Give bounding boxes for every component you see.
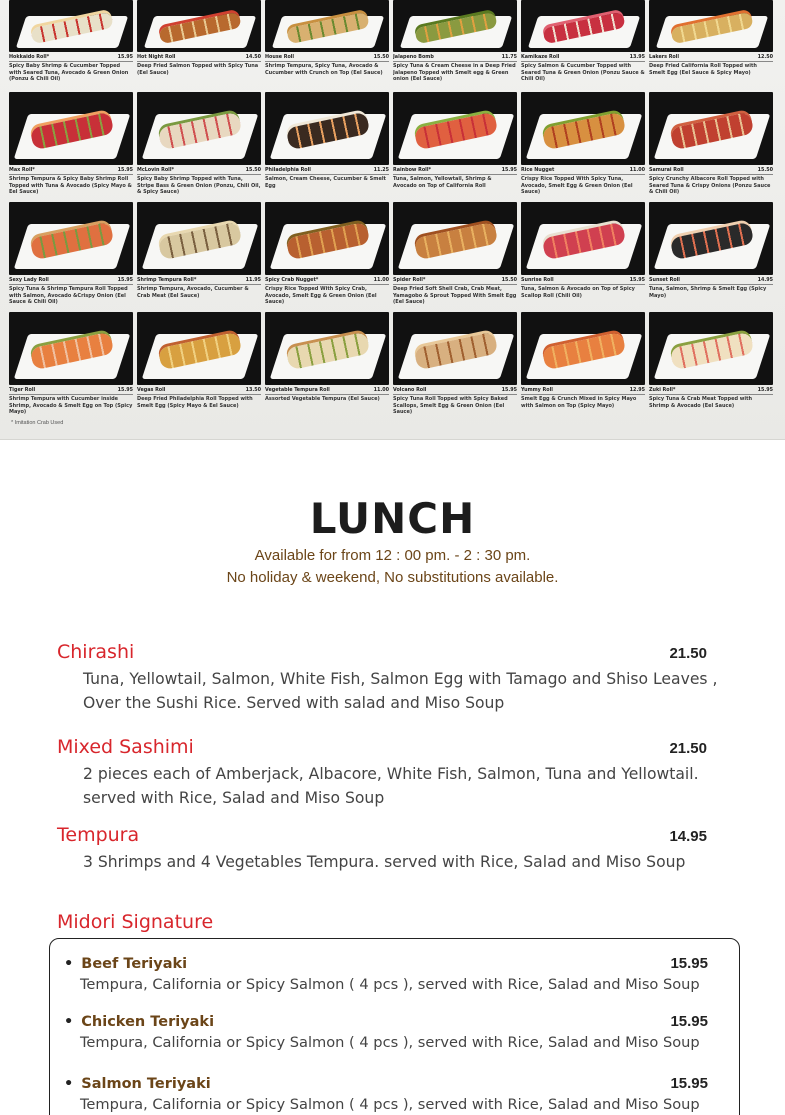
lunch-title: LUNCH	[309, 494, 476, 543]
item-name: • Beef Teriyaki	[64, 956, 187, 972]
roll-description: Spicy Salmon & Cucumber Topped with Seared Tuna & Green Onion (Ponzu Sauce & Chili Oil)	[521, 63, 645, 83]
roll-description: Deep Fried Salmon Topped with Spicy Tuna (Eel Sauce)	[137, 63, 259, 76]
roll-description: Spicy Crunchy Albacore Roll Topped with Seared Tuna & Crispy Onions (Ponzu Sauce & Chili Oil)	[649, 176, 771, 196]
roll-card	[265, 0, 389, 88]
roll-price: 15.95	[501, 167, 517, 173]
roll-name: Lakers Roll	[649, 54, 680, 60]
roll-price: 11.00	[373, 387, 389, 393]
roll-photo	[265, 0, 389, 52]
roll-photo	[521, 0, 645, 52]
roll-name: Rice Nugget	[521, 167, 555, 173]
roll-photo	[265, 202, 389, 275]
roll-price: 11.00	[629, 167, 645, 173]
roll-price: 13.95	[629, 54, 645, 60]
roll-name: Sunset Roll	[649, 277, 680, 283]
roll-card	[649, 312, 773, 418]
item-price: 21.50	[669, 645, 707, 662]
imitation-crab-note: * Imitation Crab Used	[11, 420, 64, 426]
roll-card	[393, 202, 517, 308]
roll-name: Hokkaido Roll*	[9, 54, 50, 60]
roll-price: 13.50	[245, 387, 261, 393]
roll-description: Crispy Rice Topped With Spicy Crab, Avocado, Smelt Egg & Green Onion (Eel Sauce)	[265, 286, 377, 306]
roll-photo	[9, 0, 133, 52]
signature-item-beef-teriyaki	[64, 955, 724, 993]
item-description: Tempura, California or Spicy Salmon ( 4 pcs ), served with Rice, Salad and Miso Soup	[80, 976, 700, 993]
roll-photo	[649, 312, 773, 385]
roll-description: Tuna, Salmon & Avocado on Top of Spicy Scallop Roll (Chili Oil)	[521, 286, 635, 299]
roll-card	[137, 92, 261, 198]
roll-card	[137, 0, 261, 88]
roll-photo	[137, 202, 261, 275]
roll-name: Samurai Roll	[649, 167, 684, 173]
item-price: 15.95	[670, 955, 708, 972]
roll-price: 15.50	[501, 277, 517, 283]
roll-description: Deep Fried Philadelphia Roll Topped with Smelt Egg (Spicy Mayo & Eel Sauce)	[137, 396, 253, 409]
roll-card	[9, 202, 133, 308]
roll-photo	[393, 202, 517, 275]
roll-description: Shrimp Tempura, Avocado, Cucumber & Crab Meat (Eel Sauce)	[137, 286, 249, 299]
roll-photo	[137, 92, 261, 165]
item-description: 2 pieces each of Amberjack, Albacore, White Fish, Salmon, Tuna and Yellowtail. served with Rice, Salad and Miso Soup	[83, 765, 699, 807]
lunch-hours: Available for from 12 : 00 pm. - 2 : 30 pm.	[254, 547, 531, 564]
item-description: Tuna, Yellowtail, Salmon, White Fish, Salmon Egg with Tamago and Shiso Leaves , Over the Sushi Rice. Served with salad and Miso Soup	[83, 670, 718, 712]
item-price: 14.95	[669, 828, 707, 845]
item-price: 15.95	[670, 1013, 708, 1030]
roll-name: Spider Roll*	[393, 277, 426, 283]
roll-description: Spicy Tuna Roll Topped with Spicy Baked Scallops, Smelt Egg & Green Onion (Eel Sauce)	[393, 396, 508, 416]
roll-photo	[649, 202, 773, 275]
roll-price: 15.50	[373, 54, 389, 60]
roll-description: Spicy Tuna & Crab Meat Topped with Shrimp & Avocado (Eel Sauce)	[649, 396, 753, 409]
roll-price: 15.95	[117, 277, 133, 283]
roll-description: Assorted Vegetable Tempura (Eel Sauce)	[265, 396, 380, 402]
roll-name: Tiger Roll	[9, 387, 36, 393]
roll-card	[649, 92, 773, 198]
roll-name: Sexy Lady Roll	[9, 277, 49, 283]
roll-price: 15.95	[501, 387, 517, 393]
roll-card	[521, 92, 645, 198]
roll-price: 14.95	[757, 277, 773, 283]
lunch-policy: No holiday & weekend, No substitutions available.	[226, 569, 559, 586]
roll-price: 11.95	[245, 277, 261, 283]
roll-name: Vegetable Tempura Roll	[265, 387, 330, 393]
roll-description: Shrimp Tempura with Cucumber inside Shrimp, Avocado & Smelt Egg on Top (Spicy Mayo)	[9, 396, 133, 416]
roll-name: Spicy Crab Nugget*	[265, 277, 319, 283]
item-name: • Chicken Teriyaki	[64, 1014, 214, 1030]
roll-description: Spicy Baby Shrimp Topped with Tuna, Stripe Bass & Green Onion (Ponzu, Chili Oil, & Spicy Sauce)	[137, 176, 261, 196]
roll-description: Smelt Egg & Crunch Mixed in Spicy Mayo with Salmon on Top (Spicy Mayo)	[521, 396, 637, 409]
item-price: 15.95	[670, 1075, 708, 1092]
roll-price: 15.95	[117, 167, 133, 173]
menu-item-chirashi	[57, 641, 737, 715]
roll-name: Shrimp Tempura Roll*	[137, 277, 197, 283]
roll-card	[393, 0, 517, 88]
roll-photo	[265, 92, 389, 165]
roll-card	[649, 202, 773, 308]
roll-card	[521, 202, 645, 308]
roll-photo	[521, 202, 645, 275]
roll-price: 12.50	[757, 54, 773, 60]
roll-card	[521, 312, 645, 418]
roll-price: 11.25	[373, 167, 389, 173]
roll-card	[265, 92, 389, 198]
roll-photo	[521, 312, 645, 385]
roll-description: Spicy Tuna & Cream Cheese in a Deep Fried Jalapeno Topped with Smelt egg & Green onion (Eel Sauce)	[393, 63, 516, 83]
item-name: • Salmon Teriyaki	[64, 1076, 211, 1092]
roll-photo	[137, 312, 261, 385]
roll-name: Philadelphia Roll	[265, 167, 311, 173]
roll-description: Spicy Tuna & Shrimp Tempura Roll Topped with Salmon, Avocado &Crispy Onion (Eel Sauce & Chili Oil)	[9, 286, 128, 306]
roll-price: 15.95	[757, 387, 773, 393]
roll-description: Deep Fried California Roll Topped with Smelt Egg (Eel Sauce & Spicy Mayo)	[649, 63, 757, 76]
roll-photo	[9, 202, 133, 275]
roll-name: Hot Night Roll	[137, 54, 176, 60]
item-description: Tempura, California or Spicy Salmon ( 4 pcs ), served with Rice, Salad and Miso Soup	[80, 1034, 700, 1051]
roll-name: Sunrise Roll	[521, 277, 554, 283]
item-description: 3 Shrimps and 4 Vegetables Tempura. served with Rice, Salad and Miso Soup	[83, 853, 686, 871]
roll-description: Shrimp Tempura, Spicy Tuna, Avocado & Cucumber with Crunch on Top (Eel Sauce)	[265, 63, 383, 76]
roll-description: Salmon, Cream Cheese, Cucumber & Smelt Egg	[265, 176, 386, 189]
roll-card	[393, 312, 517, 418]
roll-name: Zuki Roll*	[649, 387, 676, 393]
roll-photo	[393, 312, 517, 385]
roll-photo	[9, 312, 133, 385]
roll-photo	[137, 0, 261, 52]
signature-item-salmon-teriyaki	[64, 1075, 724, 1113]
roll-card	[9, 0, 133, 88]
roll-photo	[393, 0, 517, 52]
roll-name: House Roll	[265, 54, 295, 60]
item-description: Tempura, California or Spicy Salmon ( 4 pcs ), served with Rice, Salad and Miso Soup	[80, 1096, 700, 1113]
roll-name: Rainbow Roll*	[393, 167, 432, 173]
roll-description: Spicy Baby Shrimp & Cucumber Topped with Seared Tuna, Avocado & Green Onion (Ponzu & Chili Oil)	[9, 63, 129, 83]
roll-photo-panel	[0, 0, 785, 440]
roll-photo	[649, 0, 773, 52]
roll-price: 12.95	[629, 387, 645, 393]
roll-price: 15.95	[629, 277, 645, 283]
roll-photo	[521, 92, 645, 165]
roll-card	[521, 0, 645, 88]
roll-description: Tuna, Salmon, Yellowtail, Shrimp & Avocado on Top of California Roll	[393, 176, 492, 189]
roll-card	[137, 202, 261, 308]
roll-photo	[9, 92, 133, 165]
roll-price: 11.75	[501, 54, 517, 60]
roll-name: Vegas Roll	[137, 387, 166, 393]
roll-name: Jalapeno Bomb	[393, 54, 434, 60]
roll-name: Kamikaze Roll	[521, 54, 560, 60]
item-price: 21.50	[669, 740, 707, 757]
roll-price: 15.95	[117, 54, 133, 60]
roll-card	[265, 202, 389, 308]
roll-price: 15.95	[117, 387, 133, 393]
roll-card	[265, 312, 389, 418]
menu-item-tempura	[57, 824, 737, 874]
roll-name: McLovin Roll*	[137, 167, 175, 173]
item-name: Chirashi	[57, 641, 135, 663]
menu-item-mixed-sashimi	[57, 736, 737, 810]
roll-card	[9, 312, 133, 418]
roll-photo	[649, 92, 773, 165]
roll-price: 15.50	[757, 167, 773, 173]
roll-description: Shrimp Tempura & Spicy Baby Shrimp Roll Topped with Tuna & Avocado (Spicy Mayo & Eel Sauce)	[9, 176, 132, 196]
roll-price: 15.50	[245, 167, 261, 173]
signature-title: Midori Signature	[57, 911, 214, 933]
roll-name: Max Roll*	[9, 167, 35, 173]
roll-photo	[393, 92, 517, 165]
roll-card	[393, 92, 517, 198]
roll-photo	[265, 312, 389, 385]
roll-price: 14.50	[245, 54, 261, 60]
roll-name: Yummy Roll	[521, 387, 553, 393]
roll-name: Volcano Roll	[393, 387, 427, 393]
item-name: Mixed Sashimi	[57, 736, 194, 758]
roll-card	[9, 92, 133, 198]
roll-price: 11.00	[373, 277, 389, 283]
roll-card	[137, 312, 261, 418]
item-name: Tempura	[57, 824, 140, 846]
roll-card	[649, 0, 773, 88]
roll-description: Crispy Rice Topped With Spicy Tuna, Avocado, Smelt Egg & Green Onion (Eel Sauce)	[521, 176, 633, 196]
roll-description: Tuna, Salmon, Shrimp & Smelt Egg (Spicy Mayo)	[649, 286, 767, 299]
signature-item-chicken-teriyaki	[64, 1013, 724, 1051]
roll-description: Deep Fried Soft Shell Crab, Crab Meat, Yamagobo & Sprout Topped With Smelt Egg (Eel Sauce)	[393, 286, 517, 306]
roll-grid	[9, 0, 777, 418]
